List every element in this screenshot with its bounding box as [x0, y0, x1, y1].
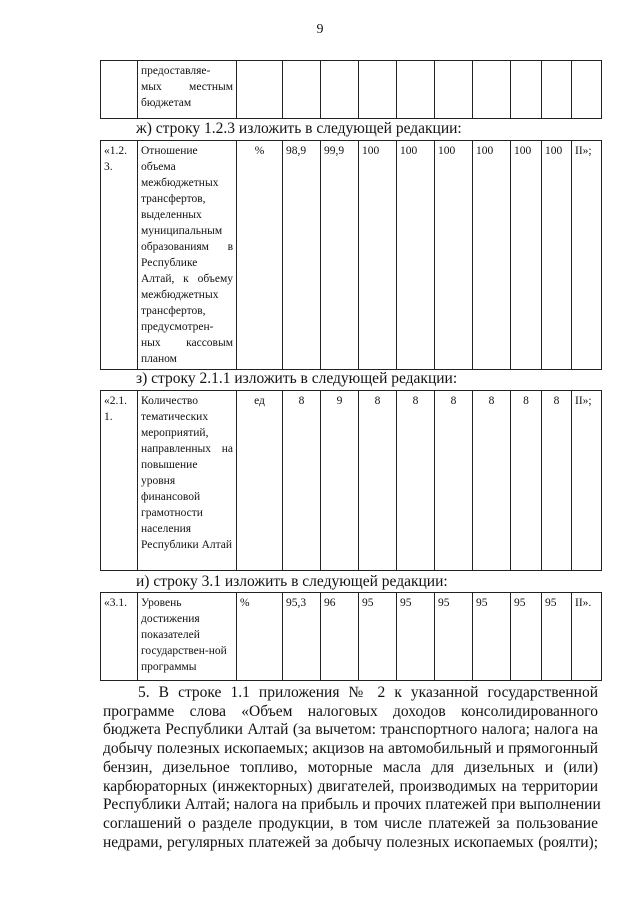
- cell-desc: Количество тематических мероприятий, направленных на повышение уровня финансовой грамотности населения Республики Алтай: [138, 391, 237, 571]
- cell-desc: [138, 61, 237, 119]
- cell-value: 100: [359, 141, 397, 370]
- cell-value: 99,9: [321, 141, 359, 370]
- caption-zh: ж) строку 1.2.3 изложить в следующей редакции:: [136, 120, 462, 137]
- page-number: 9: [316, 22, 324, 37]
- cell-unit: %: [237, 141, 283, 370]
- cell-value: 100: [473, 141, 511, 370]
- cell-desc: Отношение объема межбюджетных трансфертов, выделенных муниципальным образованиям в Республике Алтай, к объему межбюджетных трансфертов, предусмотрен-ных кассовым планом: [138, 141, 237, 370]
- caption-i: и) строку 3.1 изложить в следующей редакции:: [136, 573, 448, 590]
- cell-end: II»;: [572, 391, 602, 571]
- desc-line: мых местным: [141, 81, 233, 93]
- table-row: [101, 61, 602, 119]
- cell: [473, 61, 511, 119]
- cell-value: 95,3: [283, 593, 321, 681]
- cell-value: 98,9: [283, 141, 321, 370]
- cell-value: 8: [359, 391, 397, 571]
- cell-unit: %: [237, 593, 283, 681]
- cell-desc: Уровень достижения показателей государствен-ной программы: [138, 593, 237, 681]
- cell: [237, 61, 283, 119]
- paragraph-line: программе слова «Объем налоговых доходов консолидированного: [103, 702, 598, 720]
- paragraph-line: недрами, регулярных платежей за добычу полезных ископаемых (роялти);: [103, 833, 598, 851]
- cell-value: 95: [542, 593, 572, 681]
- cell: [359, 61, 397, 119]
- cell-value: 95: [511, 593, 542, 681]
- cell-value: 96: [321, 593, 359, 681]
- cell-value: 95: [435, 593, 473, 681]
- cell: [321, 61, 359, 119]
- cell-value: 95: [359, 593, 397, 681]
- cell-value: 8: [473, 391, 511, 571]
- cell: [511, 61, 542, 119]
- cell-value: 100: [435, 141, 473, 370]
- cell-value: 8: [283, 391, 321, 571]
- table-row: [101, 141, 602, 370]
- table-continuation: [100, 60, 602, 119]
- cell-value: 100: [397, 141, 435, 370]
- cell-end: II»;: [572, 141, 602, 370]
- cell-num: «3.1.: [101, 593, 138, 681]
- table-row: [101, 593, 602, 681]
- cell-value: 95: [397, 593, 435, 681]
- paragraph-line: 5. В строке 1.1 приложения № 2 к указанной государственной: [138, 684, 598, 701]
- cell: [572, 61, 602, 119]
- table-row-1-2-3: [100, 140, 602, 370]
- cell: [542, 61, 572, 119]
- desc-line: предоставляе-: [141, 65, 211, 77]
- cell-value: 8: [397, 391, 435, 571]
- paragraph-line: добычу полезных ископаемых; акцизов на автомобильный и прямогонный: [103, 740, 598, 758]
- cell-num: [101, 61, 138, 119]
- cell-value: 8: [542, 391, 572, 571]
- paragraph-line: карбюраторных (инжекторных) двигателей, производимых на территории: [103, 777, 598, 795]
- cell-end: II».: [572, 593, 602, 681]
- cell-num: «2.1. 1.: [101, 391, 138, 571]
- table-row-2-1-1: [100, 390, 602, 571]
- paragraph-line: бюджета Республики Алтай (за вычетом: транспортного налога; налога на: [103, 721, 598, 739]
- paragraph-line: соглашений о разделе продукции, в том числе платежей за пользование: [103, 814, 598, 832]
- table-row-3-1: [100, 592, 602, 681]
- cell: [397, 61, 435, 119]
- cell: [283, 61, 321, 119]
- body-paragraph: [103, 684, 601, 852]
- cell-value: 8: [435, 391, 473, 571]
- cell-value: 100: [511, 141, 542, 370]
- cell-num: «1.2. 3.: [101, 141, 138, 370]
- table-row: [101, 391, 602, 571]
- paragraph-line: бензин, дизельное топливо, моторные масла для дизельных и (или): [103, 758, 598, 776]
- cell: [435, 61, 473, 119]
- cell-value: 95: [473, 593, 511, 681]
- cell-value: 100: [542, 141, 572, 370]
- cell-unit: ед: [237, 391, 283, 571]
- caption-z: з) строку 2.1.1 изложить в следующей редакции:: [136, 370, 458, 387]
- cell-value: 9: [321, 391, 359, 571]
- desc-line: бюджетам: [141, 97, 192, 109]
- cell-value: 8: [511, 391, 542, 571]
- paragraph-line: Республики Алтай; налога на прибыль и прочих платежей при выполнении: [103, 796, 601, 814]
